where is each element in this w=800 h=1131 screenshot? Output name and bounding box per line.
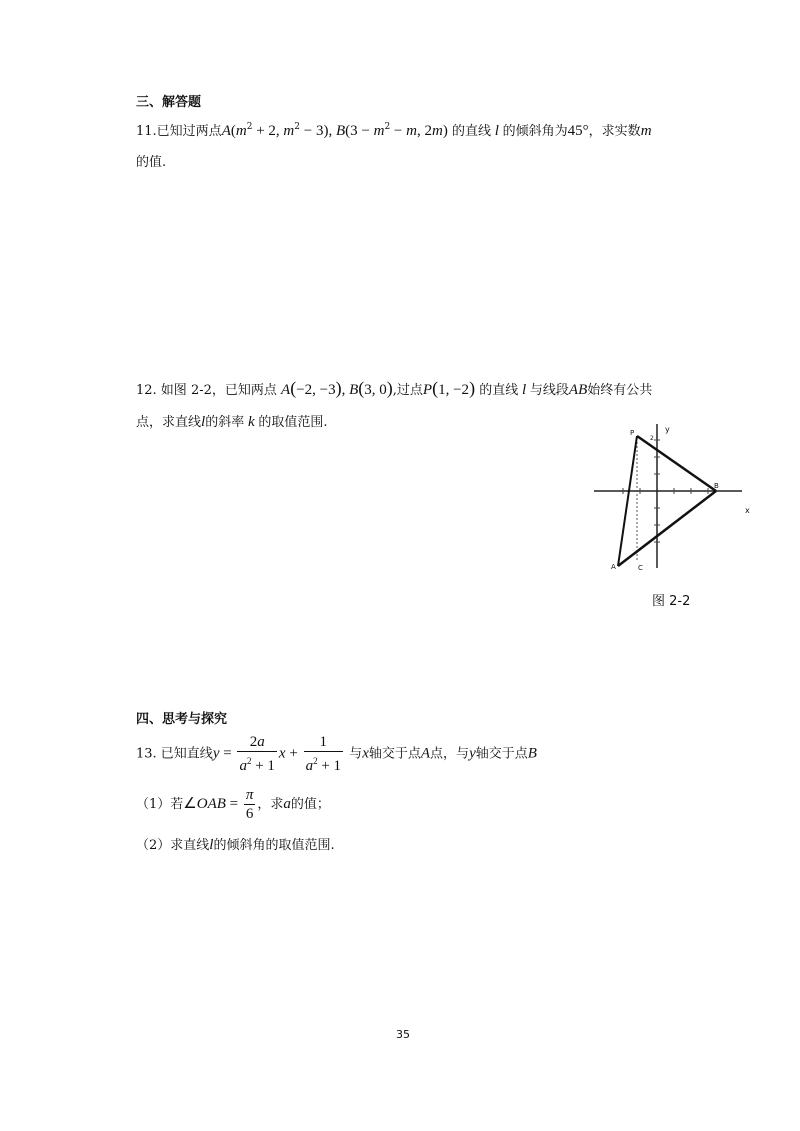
figure-caption: 图 2-2 [652, 594, 691, 609]
q11-prefix: 11.已知过两点 [136, 124, 222, 139]
q13-p1b: ，求 [257, 797, 284, 812]
segment-ab [618, 491, 716, 566]
label-p: P [630, 429, 635, 437]
q12-mid2: 的直线 [479, 383, 519, 398]
q12-line2c: 的取值范围. [258, 415, 328, 430]
q11-mid3: ，求实数 [588, 124, 641, 139]
q11-point-b: B [335, 123, 346, 139]
label-two: 2 [650, 435, 654, 442]
label-a: A [611, 563, 616, 571]
question-12-line-2: 点，求直线l的斜率 k 的取值范围. [136, 414, 328, 430]
q12-line2a: 点，求直线 [136, 415, 202, 430]
q13-mid3: 点，与 [430, 746, 470, 762]
q11-point-a: A [221, 123, 231, 139]
q13-mid1: 与 [349, 746, 363, 762]
label-y: y [665, 425, 670, 434]
section-heading-4: 四、思考与探究 [136, 712, 228, 727]
q12-prefix: 12. 如图 2-2，已知两点 [136, 383, 277, 398]
question-11-line-1: 11.已知过两点$A(m^2 + 2$, $m^2 - 3$), $B(3 - m^2 - m$, 2m) 的直线 l 的倾斜角为45°，求实数m [136, 122, 652, 139]
label-b: B [714, 482, 719, 490]
q11-mid1: 的直线 [451, 124, 491, 139]
question-13-part-2: （2）求直线l的倾斜角的取值范围. [136, 837, 335, 853]
figure-2-2 [592, 418, 762, 578]
q11-mid2: 的倾斜角为 [502, 124, 568, 139]
q13-x: x [362, 745, 369, 762]
q13-p2a: （2）求直线 [136, 838, 210, 853]
segment-pa [618, 436, 637, 566]
q12-mid1: ,过点 [392, 383, 423, 398]
question-12-line-1: 12. 如图 2-2，已知两点 A(−2, −3), B(3, 0),过点P(1, −2) 的直线 l 与线段AB始终有公共 [136, 378, 653, 398]
fraction-pi-6: $\frac{\pi}{6}$ [245, 787, 254, 822]
label-c: C [638, 564, 643, 572]
q13-mid4: 轴交于点 [475, 746, 528, 762]
q12-mid4: 始终有公共 [587, 383, 653, 398]
q11-angle: 45° [567, 123, 589, 139]
q13-b: B [527, 745, 537, 762]
fraction-2a: $\frac{2a}{a^2 + 1}$ [239, 734, 275, 774]
question-13-line-1: 13. 已知直线y = $\frac{2a}{a^2 + 1}$ x + $\frac{1}{a^2 + 1}$ 与x轴交于点A点，与y轴交于点B [136, 734, 537, 774]
question-13-part-1: （1）若∠OAB = $\frac{\pi}{6}$ ，求a的值； [136, 787, 330, 822]
q13-p1c: 的值； [290, 797, 330, 812]
q13-p2b: 的倾斜角的取值范围. [213, 838, 335, 853]
segment-pb [637, 436, 716, 491]
q13-mid2: 轴交于点 [368, 746, 421, 762]
label-x: x [745, 506, 750, 515]
q13-p1a: （1）若 [136, 797, 184, 812]
q13-y: y [469, 745, 476, 762]
q12-mid3: 与线段 [529, 383, 569, 398]
q12-segment: AB [568, 382, 588, 398]
q13-prefix: 13. 已知直线 [136, 746, 213, 762]
question-11-line-2: 的值. [136, 155, 167, 170]
page-number: 35 [396, 1028, 410, 1041]
q12-line2b: 的斜率 [205, 415, 245, 430]
q11-var: m [640, 123, 652, 139]
q13-p1var: a [283, 796, 291, 812]
q13-a: A [420, 745, 431, 762]
fraction-1: $\frac{1}{a^2 + 1}$ [305, 734, 342, 774]
section-heading-3: 三、解答题 [136, 95, 202, 110]
